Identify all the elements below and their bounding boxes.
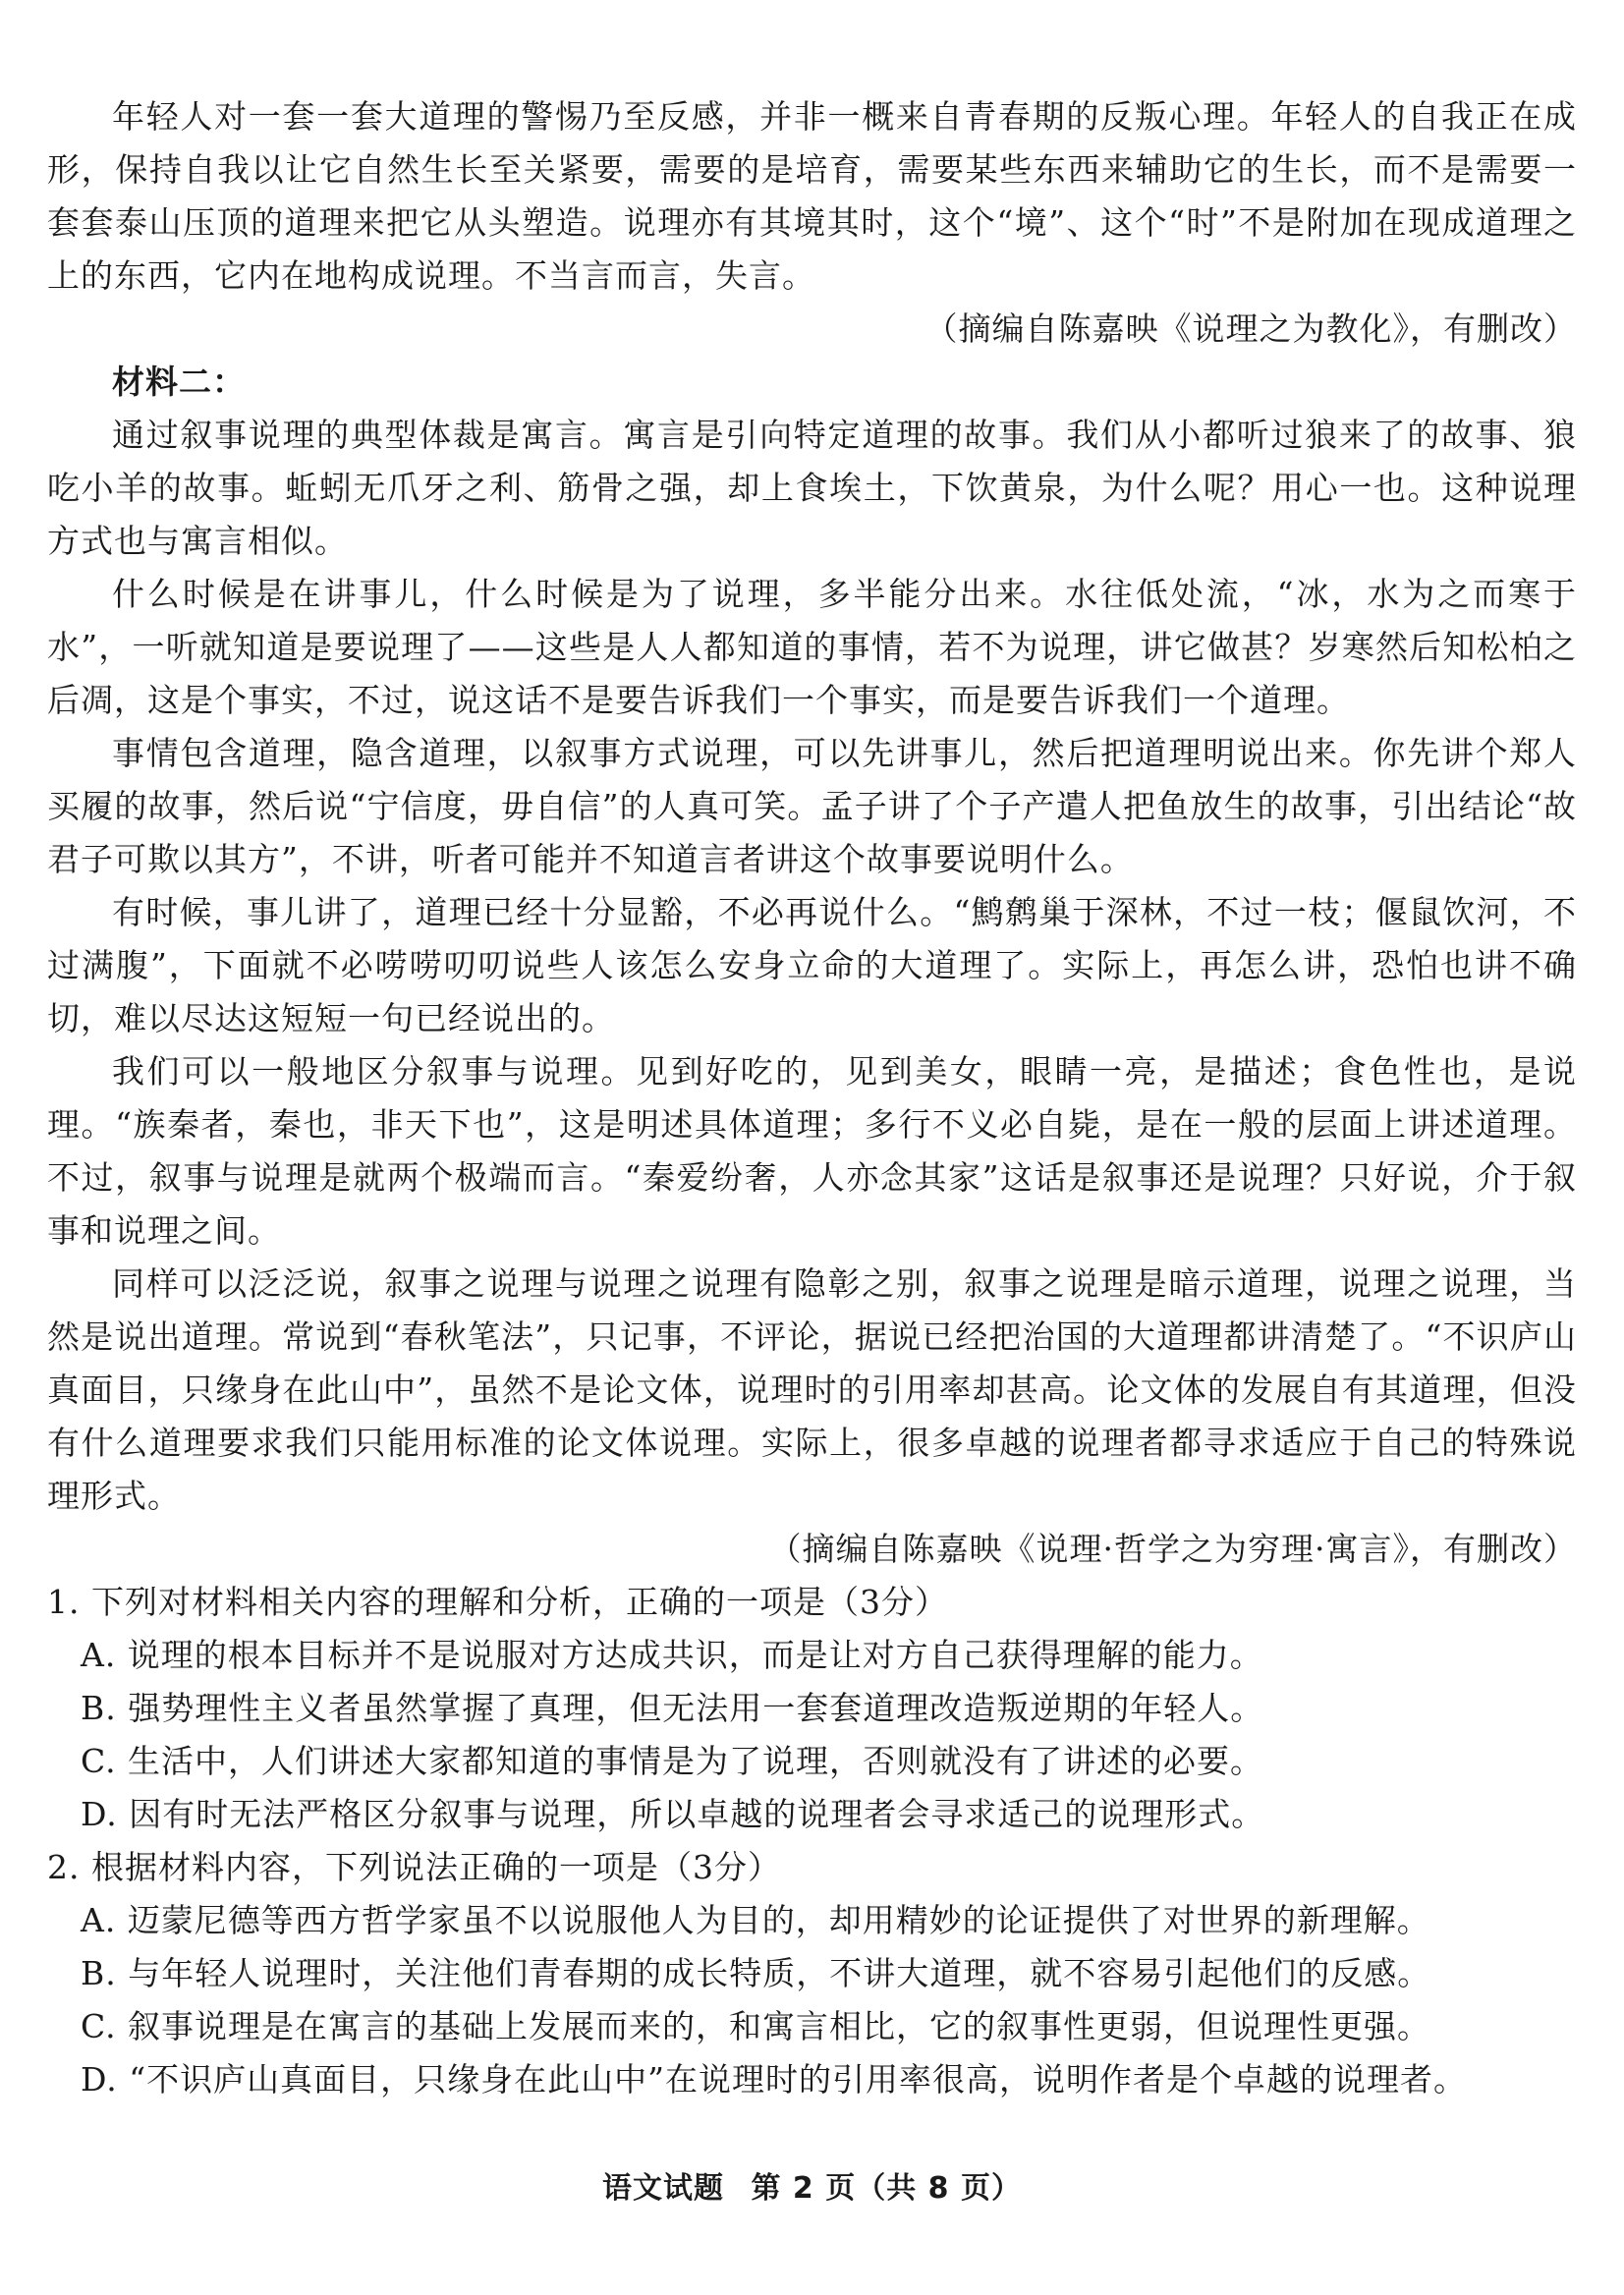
material-one-paragraph: 年轻人对一套一套大道理的警惕乃至反感，并非一概来自青春期的反叛心理。年轻人的自我正在成形，保持自我以让它自然生长至关紧要，需要的是培育，需要某些东西来辅助它的生长，而不是需要一套套泰山压顶的道理来把它从头塑造。说理亦有其境其时，这个“境”、这个“时”不是附加在现成道理之上的东西，它内在地构成说理。不当言而言，失言。 [47,97,1577,295]
footer-page-number: 第 2 页（共 8 页） [751,2171,1022,2206]
question-1-option-a: A. 说理的根本目标并不是说服对方达成共识，而是让对方自己获得理解的能力。 [81,1636,1263,1674]
question-2-stem: 2. 根据材料内容，下列说法正确的一项是（3分） [47,1848,781,1886]
question-1-stem: 1. 下列对材料相关内容的理解和分析，正确的一项是（3分） [47,1583,948,1621]
material-two-paragraph-3: 事情包含道理，隐含道理，以叙事方式说理，可以先讲事儿，然后把道理明说出来。你先讲个郑人买履的故事，然后说“宁信度，毋自信”的人真可笑。孟子讲了个子产遣人把鱼放生的故事，引出结论“故君子可欺以其方”，不讲，听者可能并不知道言者讲这个故事要说明什么。 [47,734,1577,878]
question-2-option-c: C. 叙事说理是在寓言的基础上发展而来的，和寓言相比，它的叙事性更弱，但说理性更强。 [81,2007,1431,2045]
question-1-option-b: B. 强势理性主义者虽然掌握了真理，但无法用一套套道理改造叛逆期的年轻人。 [81,1689,1264,1727]
question-1-option-c: C. 生活中，人们讲述大家都知道的事情是为了说理，否则就没有了讲述的必要。 [81,1742,1264,1780]
material-one-source: （摘编自陈嘉映《说理之为教化》，有删改） [924,309,1577,348]
question-2-option-b: B. 与年轻人说理时，关注他们青春期的成长特质，不讲大道理，就不容易引起他们的反感。 [81,1954,1431,1992]
material-two-paragraph-2: 什么时候是在讲事儿，什么时候是为了说理，多半能分出来。水往低处流，“冰，水为之而寒于水”，一听就知道是要说理了——这些是人人都知道的事情，若不为说理，讲它做甚？岁寒然后知松柏之后凋，这是个事实，不过，说这话不是要告诉我们一个事实，而是要告诉我们一个道理。 [47,575,1577,719]
material-two-paragraph-4: 有时候，事儿讲了，道理已经十分显豁，不必再说什么。“鹪鹩巢于深林，不过一枝；偃鼠饮河，不过满腹”，下面就不必唠唠叨叨说些人该怎么安身立命的大道理了。实际上，再怎么讲，恐怕也讲不确切，难以尽达这短短一句已经说出的。 [47,893,1577,1037]
question-2 [47,1841,1577,2106]
question-2-option-a: A. 迈蒙尼德等西方哲学家虽不以说服他人为目的，却用精妙的论证提供了对世界的新理解。 [81,1901,1430,1939]
material-two-source: （摘编自陈嘉映《说理·哲学之为穷理·寓言》，有删改） [768,1530,1577,1568]
material-two-heading: 材料二： [112,363,246,401]
material-two-paragraph-1: 通过叙事说理的典型体裁是寓言。寓言是引向特定道理的故事。我们从小都听过狼来了的故事、狼吃小羊的故事。蚯蚓无爪牙之利、筋骨之强，却上食埃土，下饮黄泉，为什么呢？用心一也。这种说理方式也与寓言相似。 [47,416,1577,560]
footer-subject: 语文试题 [602,2171,724,2206]
question-1 [47,1576,1577,1841]
page-footer [0,2163,1624,2207]
question-1-option-d: D. 因有时无法严格区分叙事与说理，所以卓越的说理者会寻求适己的说理形式。 [81,1795,1265,1833]
question-2-option-d: D. “不识庐山真面目，只缘身在此山中”在说理时的引用率很高，说明作者是个卓越的说理者。 [81,2060,1468,2099]
material-two-paragraph-5: 我们可以一般地区分叙事与说理。见到好吃的，见到美女，眼睛一亮，是描述；食色性也，是说理。“族秦者，秦也，非天下也”，这是明述具体道理；多行不义必自毙，是在一般的层面上讲述道理。不过，叙事与说理是就两个极端而言。“秦爱纷奢，人亦念其家”这话是叙事还是说理？只好说，介于叙事和说理之间。 [47,1052,1577,1250]
material-two-paragraph-6: 同样可以泛泛说，叙事之说理与说理之说理有隐彰之别，叙事之说理是暗示道理，说理之说理，当然是说出道理。常说到“春秋笔法”，只记事，不评论，据说已经把治国的大道理都讲清楚了。“不识庐山真面目，只缘身在此山中”，虽然不是论文体，说理时的引用率却甚高。论文体的发展自有其道理，但没有什么道理要求我们只能用标准的论文体说理。实际上，很多卓越的说理者都寻求适应于自己的特殊说理形式。 [47,1264,1577,1515]
